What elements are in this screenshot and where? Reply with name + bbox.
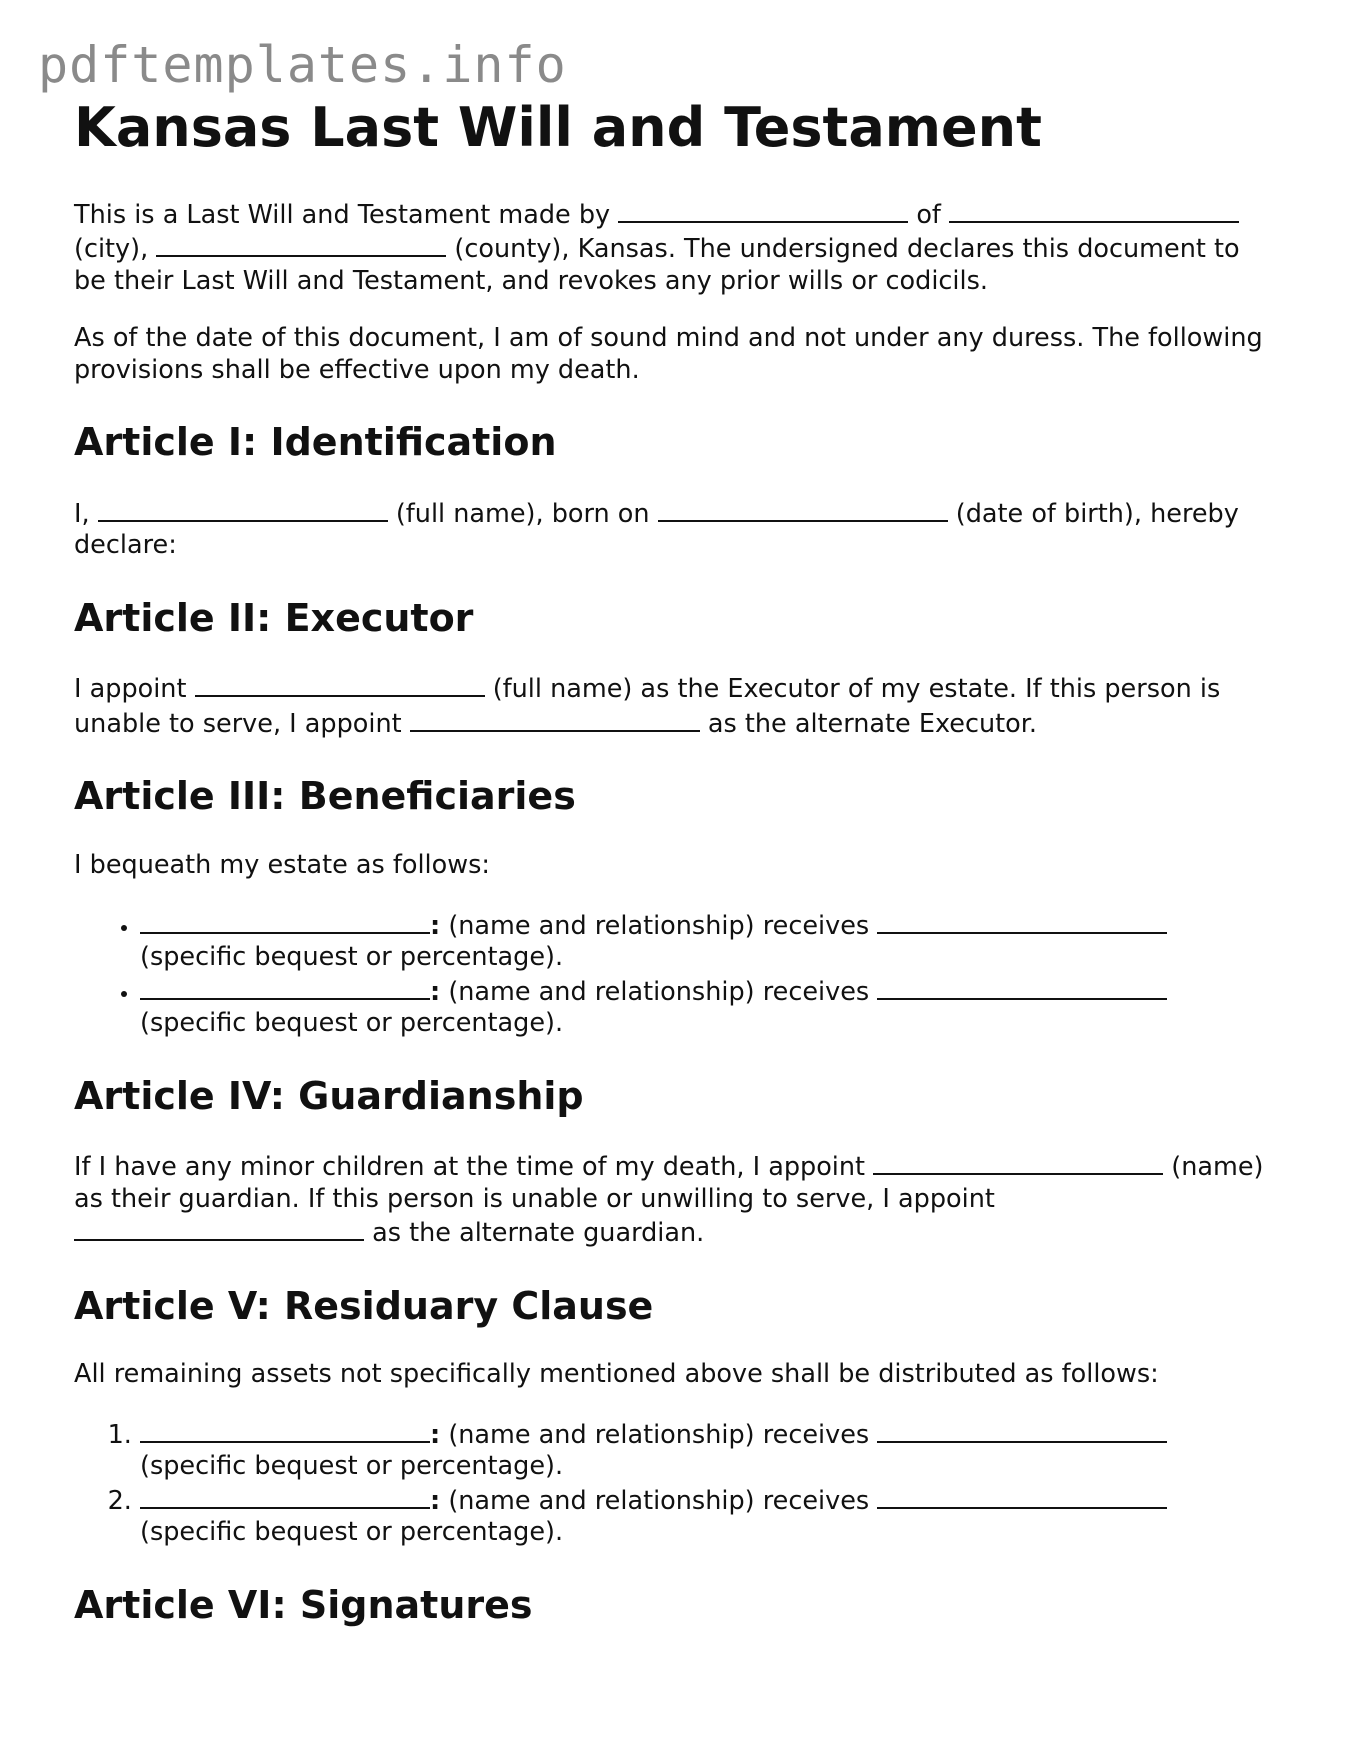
sound-mind-paragraph: As of the date of this document, I am of sound mind and not under any duress. The following provisions shall be effective upon my death. [74,323,1263,385]
list-item [140,908,1274,974]
list-item [140,1417,1274,1483]
alternate-executor-blank[interactable] [410,706,700,732]
article-2-heading: Article II: Executor [74,595,474,640]
article-5-intro: All remaining assets not specifically mentioned above shall be distributed as follows: [74,1359,1159,1390]
intro-text-4: (county), Kansas. The undersigned declares this document to be their Last Will and Testament, and revokes any prior wills or codicils. [74,234,1240,296]
beneficiary-name-blank[interactable] [140,908,430,934]
article-6-heading: Article VI: Signatures [74,1582,533,1627]
item-text-2: (specific bequest or percentage). [140,1451,564,1482]
article-4-text-2: (name) as their guardian. If this person is unable or unwilling to serve, I appoint [74,1152,1264,1214]
bequest-blank[interactable] [877,974,1167,1000]
item-text-1: (name and relationship) receives [448,976,870,1007]
item-colon: : [430,910,441,941]
article-2-text-3: as the alternate Executor. [707,708,1037,739]
item-text-1: (name and relationship) receives [448,1485,870,1516]
intro-text-2: of [916,199,941,230]
item-colon: : [430,976,441,1007]
article-4-text [74,1149,1274,1250]
article-4-text-1: If I have any minor children at the time of my death, I appoint [74,1152,866,1183]
article-1-text [74,496,1274,562]
article-3-intro: I bequeath my estate as follows: [74,850,490,881]
item-colon: : [430,1419,441,1450]
item-colon: : [430,1485,441,1516]
article-1-text-2: (full name), born on [395,498,650,529]
article-1-text-1: I, [74,498,90,529]
residuary-bequest-blank[interactable] [877,1483,1167,1509]
beneficiaries-list [74,908,1274,1040]
testator-name-blank[interactable] [618,197,908,223]
item-text-2: (specific bequest or percentage). [140,942,564,973]
county-blank[interactable] [156,231,446,257]
date-of-birth-blank[interactable] [658,496,948,522]
article-2-text-1: I appoint [74,674,187,705]
intro-paragraph [74,197,1274,298]
watermark: pdftemplates.info [38,36,567,94]
document-page [74,96,1274,1658]
residuary-list [74,1417,1274,1549]
city-blank[interactable] [949,197,1239,223]
article-2-text [74,671,1274,740]
list-item [140,974,1274,1040]
article-4-text-3: as the alternate guardian. [372,1218,705,1249]
beneficiary-name-blank[interactable] [140,974,430,1000]
article-1-text-3: (date of birth), hereby declare: [74,498,1239,561]
intro-text-3: (city), [74,234,149,265]
alternate-guardian-blank[interactable] [74,1215,364,1241]
article-5-heading: Article V: Residuary Clause [74,1283,654,1328]
list-item [140,1483,1274,1549]
item-text-2: (specific bequest or percentage). [140,1008,564,1039]
bequest-blank[interactable] [877,908,1167,934]
article-2-text-2: (full name) as the Executor of my estate. If this person is unable to serve, I appoint [74,674,1221,739]
residuary-name-blank[interactable] [140,1483,430,1509]
document-title: Kansas Last Will and Testament [74,96,1042,159]
residuary-bequest-blank[interactable] [877,1417,1167,1443]
article-4-heading: Article IV: Guardianship [74,1073,584,1118]
executor-name-blank[interactable] [195,671,485,697]
full-name-blank[interactable] [98,496,388,522]
intro-text-1: This is a Last Will and Testament made by [74,199,611,230]
item-text-1: (name and relationship) receives [448,1419,870,1450]
article-3-heading: Article III: Beneficiaries [74,774,576,819]
article-1-heading: Article I: Identification [74,420,557,465]
item-text-2: (specific bequest or percentage). [140,1517,564,1548]
item-text-1: (name and relationship) receives [448,910,870,941]
residuary-name-blank[interactable] [140,1417,430,1443]
guardian-name-blank[interactable] [873,1149,1163,1175]
